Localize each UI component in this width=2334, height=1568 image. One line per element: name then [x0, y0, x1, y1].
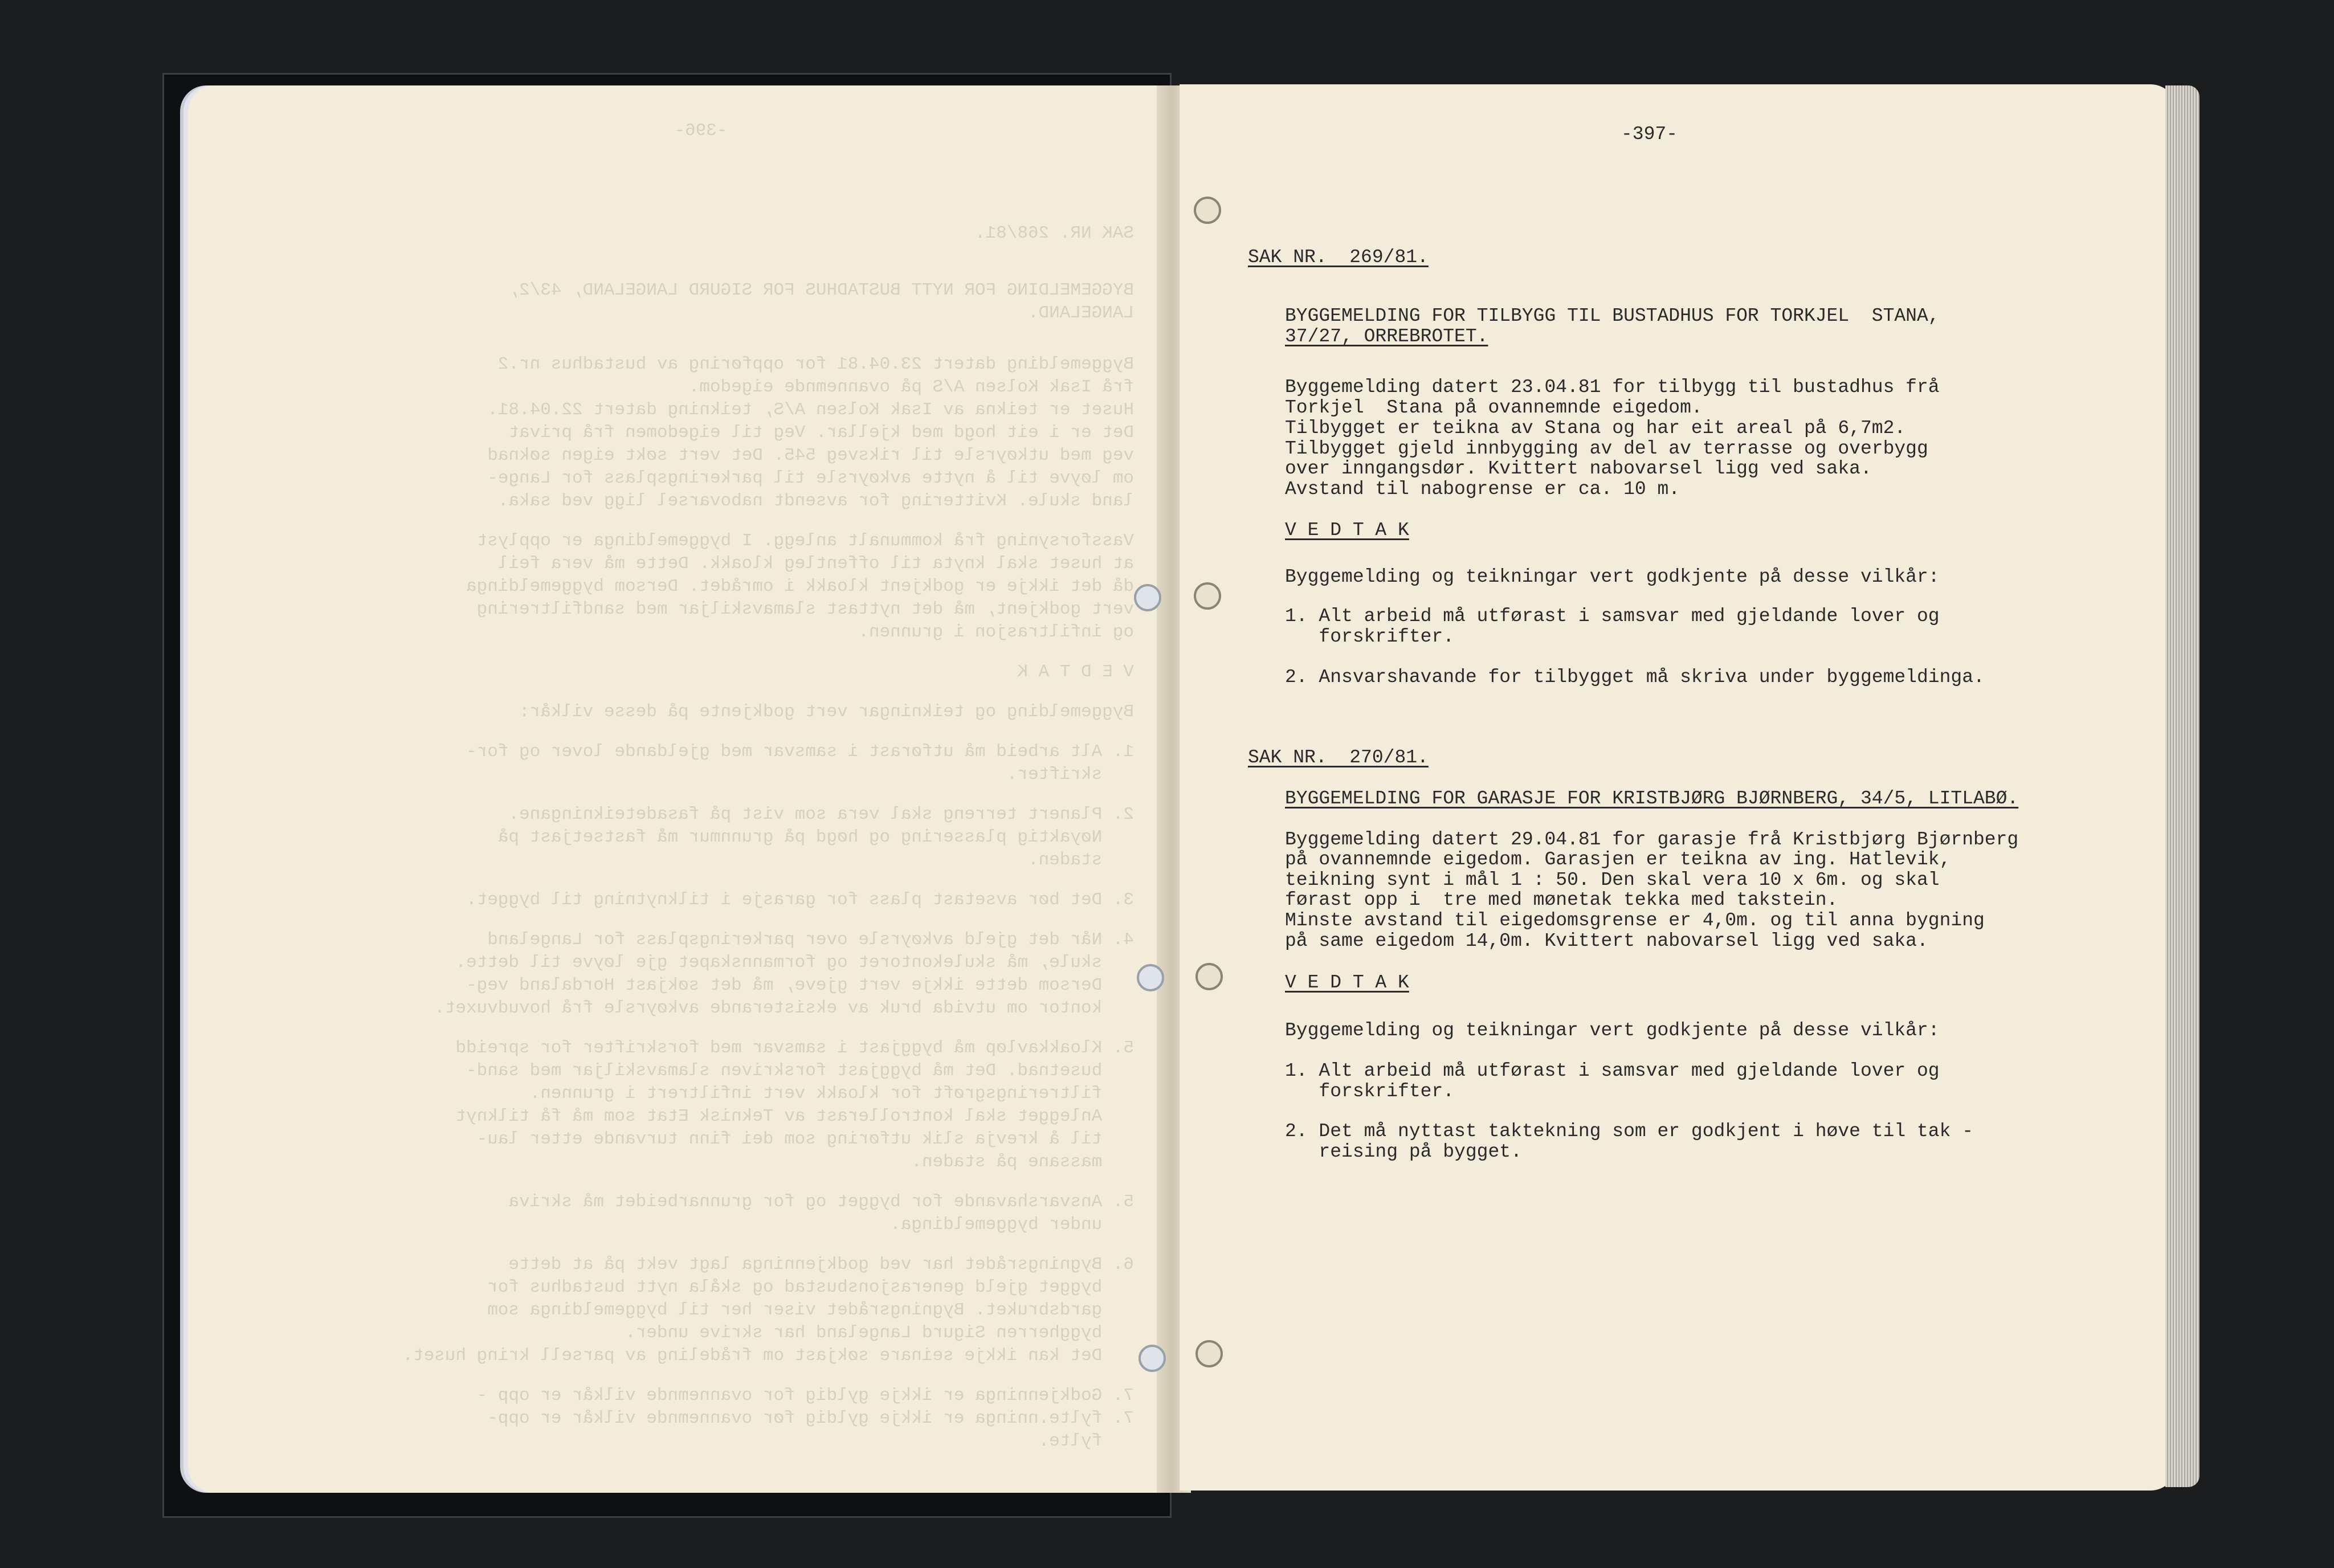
case-270-condition-line: 1. Alt arbeid må utførast i samsvar med gjeldande lover og — [1285, 1060, 1940, 1081]
case-270-vedtak: V E D T A K — [1285, 972, 1409, 993]
left-case-heading: SAK NR. 268/81. — [974, 223, 1134, 243]
case-270-heading: SAK NR. 270/81. — [1248, 747, 1429, 768]
left-title-line: LANGELAND. — [1027, 303, 1134, 323]
case-269-heading: SAK NR. 269/81. — [1248, 247, 1429, 268]
case-269-title-line: BYGGEMELDING FOR TILBYGG TIL BUSTADHUS FOR TORKJEL STANA, — [1285, 305, 1940, 326]
left-paragraph: 5. Kloakkavløp må byggjast i samsvar med forskrifter for spreidd busetnad. Det må byggjast forskriven slamavskiljar med sand- filtreringsgrøft for kloakk vert infiltrert i grunnen. Anlegget skal kontrollerast av Teknisk Etat som må få tilknyt til å krevja slik utføring som dei finn turvande etter lau- massane på staden. — [455, 1038, 1134, 1172]
left-paragraph: 5. Ansvarshavande for bygget og for grunnarbeidet må skriva under byggemeldinga. — [508, 1192, 1134, 1235]
punch-hole-icon — [1195, 963, 1223, 990]
left-paragraph: Byggemelding datert 23.04.81 for oppføring av bustadhus nr.2 frå Isak Kolsen A/S på ovannemnde eigedom. Huset er teikna av Isak Kolsen A/S, teikning datert 22.04.81. Det er i eit hogd med kjellar. Veg til eigedomen frå privat veg med utkøyrsle til riksveg 545. Det vert søkt eigen søknad om løyve til å nytte avkøyrsle til parkeringsplass for Lange- land skule. Kvittering for avsendt nabovarsel ligg ved saka. — [487, 354, 1134, 511]
case-269-body-line: Torkjel Stana på ovannemnde eigedom. — [1285, 397, 1703, 418]
case-270-body-line: på ovannemnde eigedom. Garasjen er teikna av ing. Hatlevik, — [1285, 849, 1951, 870]
left-paragraph: 2. Planert terreng skal vera som vist på fasadeteikningane. Nøyaktig plassering og høgd på grunnmur må fastsetjast på staden. — [497, 805, 1134, 870]
left-paragraph: Vassforsyning frå kommunalt anlegg. I byggemeldinga er opplyst at huset skal knyta til offentleg kloakk. Dette må vera feil då det ikkje er godkjent kloakk i området. Dersom byggemeldinga vert godkjent, må det nyttast slamavskiljar med sandfiltrering og infiltrasjon i grunnen. — [466, 531, 1134, 642]
punch-hole-icon — [1139, 1345, 1166, 1372]
page-stack-edge — [2165, 85, 2200, 1487]
left-page-number: -396- — [674, 121, 728, 141]
case-270-conditions-intro: Byggemelding og teikningar vert godkjente på desse vilkår: — [1285, 1020, 1940, 1041]
case-270-body-line: Byggemelding datert 29.04.81 for garasje frå Kristbjørg Bjørnberg — [1285, 829, 2019, 850]
punch-hole-icon — [1194, 582, 1221, 610]
case-269-condition-line: 2. Ansvarshavande for tilbygget må skriva under byggemeldinga. — [1285, 667, 1985, 688]
case-270-condition-line: 2. Det må nyttast taktekning som er godkjent i høve til tak - — [1285, 1121, 1973, 1142]
case-270-condition-line: reising på bygget. — [1285, 1141, 1522, 1162]
case-269-title-line: 37/27, ORREBROTET. — [1285, 326, 1488, 347]
left-paragraph: Byggemelding og teikningar vert godkjente på desse vilkår: — [519, 702, 1134, 722]
case-270-body-line: på same eigedom 14,0m. Kvittert nabovarsel ligg ved saka. — [1285, 930, 1928, 952]
punch-hole-icon — [1137, 964, 1164, 991]
left-paragraph: 4. Når det gjeld avkøyrsle over parkeringsplass for Langeland skule, må skulekontoret og formannskapet gje løyve til dette. Dersom dette ikkje vert gjeve, må det søkjast Hordaland veg- kontor om utvida bruk av eksisterande avkøyrsle frå hovudvuxet. — [434, 930, 1134, 1018]
case-269-body-line: over inngangsdør. Kvittert nabovarsel ligg ved saka. — [1285, 458, 1872, 479]
punch-hole-icon — [1194, 197, 1221, 224]
case-269-vedtak: V E D T A K — [1285, 520, 1409, 541]
left-paragraph: 1. Alt arbeid må utførast i samsvar med gjeldande lover og for- skrifter. — [466, 742, 1134, 785]
punch-hole-icon — [1134, 584, 1161, 611]
right-page — [1180, 84, 2177, 1491]
left-title-line: BYGGEMELDING FOR NYTT BUSTADHUS FOR SIGURD LANGELAND, 43/2, — [508, 280, 1134, 300]
left-paragraph: 7. Godkjenninga er ikkje gyldig for ovannemnde vilkår er opp - 7. fylte.nninga er ikkje gyldig før ovannemnde vilkår er opp- fylte. — [476, 1386, 1134, 1451]
left-paragraph: 3. Det bør avsetast plass for garasje i tilknytning til bygget. — [466, 890, 1134, 910]
case-270-body-line: teikning synt i mål 1 : 50. Den skal vera 10 x 6m. og skal — [1285, 869, 1940, 891]
case-269-body-line: Tilbygget er teikna av Stana og har eit areal på 6,7m2. — [1285, 418, 1906, 439]
case-270-body-line: Minste avstand til eigedomsgrense er 4,0m. og til anna bygning — [1285, 910, 1985, 931]
case-269-body-line: Avstand til nabogrense er ca. 10 m. — [1285, 479, 1680, 500]
case-270-body-line: førast opp i tre med mønetak tekka med takstein. — [1285, 889, 1838, 910]
case-269-condition-line: 1. Alt arbeid må utførast i samsvar med gjeldande lover og — [1285, 606, 1940, 627]
case-269-body-line: Tilbygget gjeld innbygging av del av terrasse og overbygg — [1285, 438, 1928, 459]
page-number: -397- — [1621, 124, 1678, 145]
case-270-title-line: BYGGEMELDING FOR GARASJE FOR KRISTBJØRG BJØRNBERG, 34/5, LITLABØ. — [1285, 788, 2019, 809]
left-paragraph: V E D T A K — [1017, 662, 1134, 682]
case-269-body-line: Byggemelding datert 23.04.81 for tilbygg til bustadhus frå — [1285, 377, 1940, 398]
case-269-conditions-intro: Byggemelding og teikningar vert godkjente på desse vilkår: — [1285, 566, 1940, 587]
left-page-bleed-through — [268, 120, 1134, 1451]
punch-hole-icon — [1195, 1340, 1223, 1367]
left-paragraph: 6. Bygningsrådet har ved godkjenninga lagt vekt på at dette bygget gjeld generasjonsbustad og skåla nytt bustadhus for gardsbruket. Bygningsrådet viser her til byggemeldinga som byggherren Sigurd Langeland har skrive under. Det kan ikkje seinare søkjast om frådeling av parsell kring huset. — [402, 1255, 1134, 1366]
case-269-condition-line: forskrifter. — [1285, 626, 1455, 647]
case-270-condition-line: forskrifter. — [1285, 1081, 1455, 1102]
